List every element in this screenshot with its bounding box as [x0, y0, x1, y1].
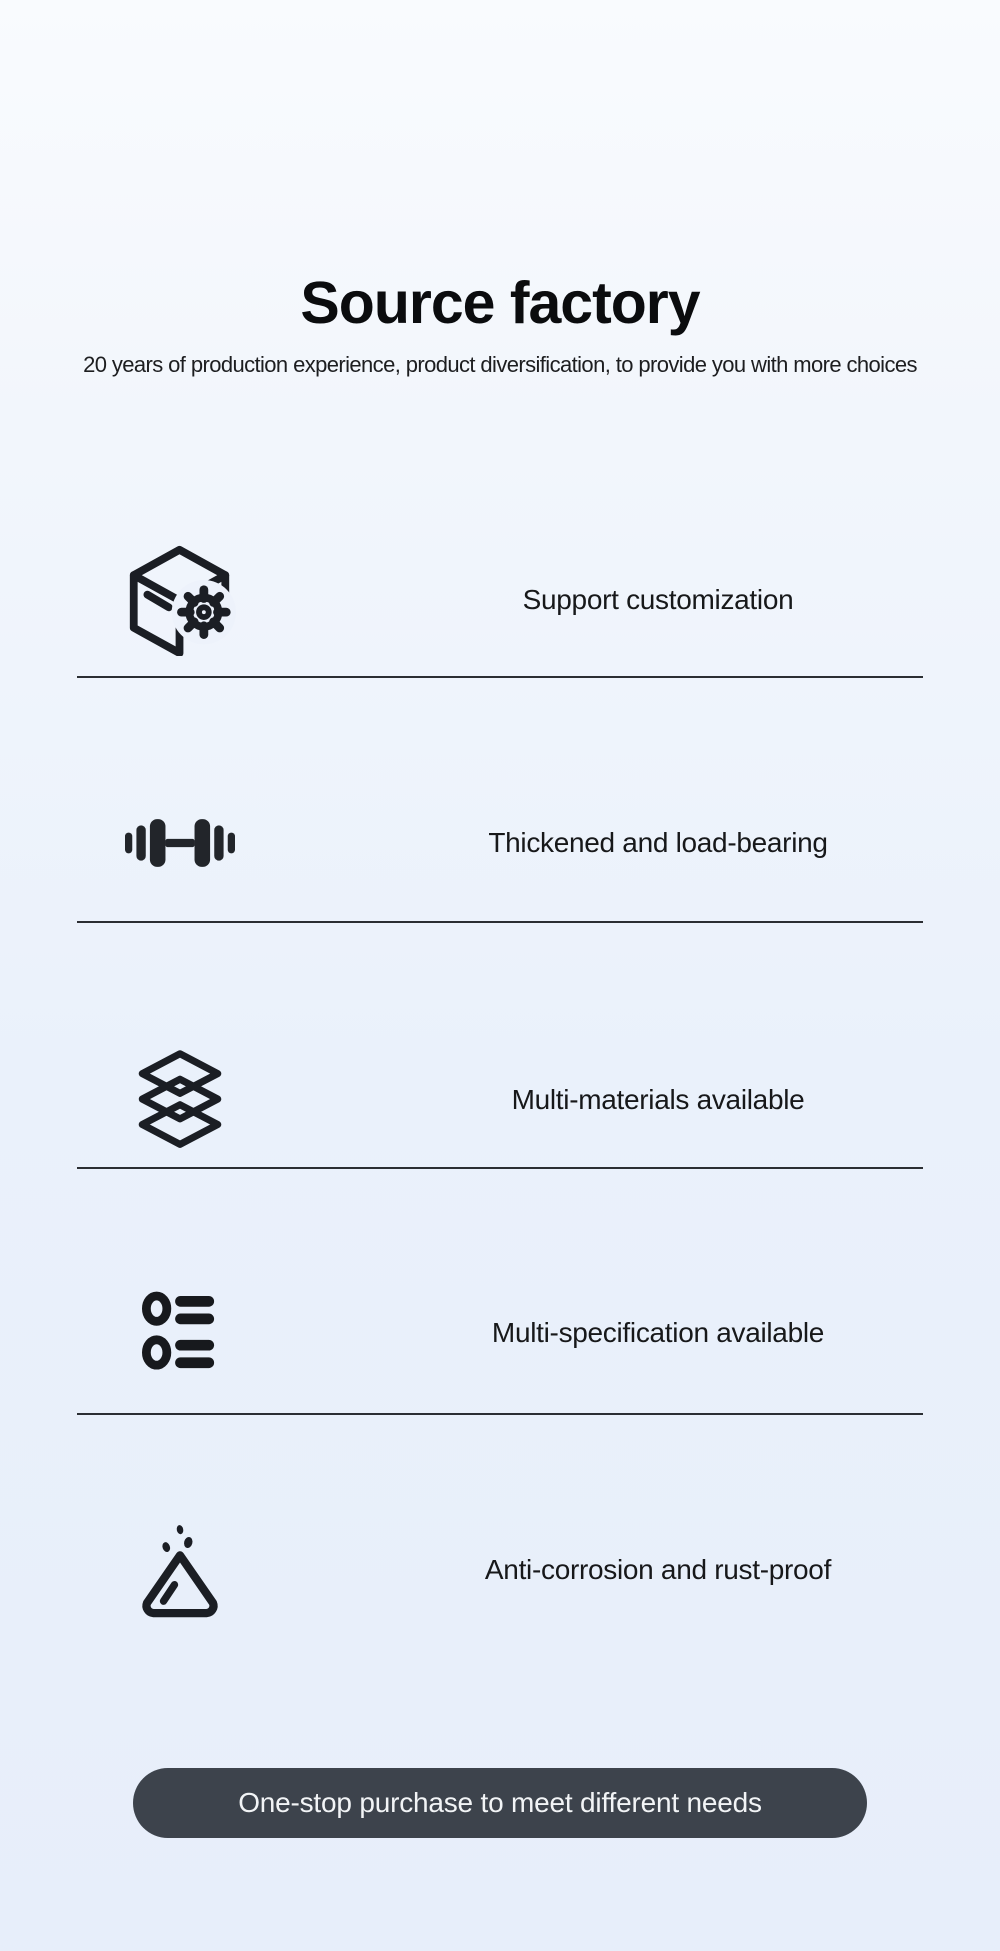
feature-label: Support customization	[522, 584, 794, 615]
divider	[77, 676, 923, 678]
cta-button-label: One-stop purchase to meet different needs	[238, 1787, 762, 1818]
feature-label: Multi-specification available	[491, 1317, 825, 1348]
feature-row-specification	[0, 1258, 1000, 1408]
feature-label: Thickened and load-bearing	[488, 827, 828, 858]
divider	[77, 1413, 923, 1415]
section-title: Source factory	[300, 270, 700, 336]
section-subtitle: 20 years of production experience, product diversification, to provide you with more choices	[83, 352, 917, 377]
feature-label: Multi-materials available	[511, 1084, 805, 1115]
divider	[77, 1167, 923, 1169]
spec-list-icon	[105, 1290, 255, 1376]
feature-label: Anti-corrosion and rust-proof	[484, 1554, 832, 1585]
feature-row-materials	[0, 1025, 1000, 1175]
layers-icon	[105, 1050, 255, 1150]
feature-row-customization	[0, 525, 1000, 675]
feature-row-anti-corrosion	[0, 1495, 1000, 1645]
dumbbell-icon	[105, 819, 255, 867]
cta-button[interactable]	[133, 1768, 867, 1838]
box-gear-icon	[105, 544, 255, 656]
sand-pile-icon	[105, 1522, 255, 1618]
feature-row-load-bearing	[0, 768, 1000, 918]
divider	[77, 921, 923, 923]
